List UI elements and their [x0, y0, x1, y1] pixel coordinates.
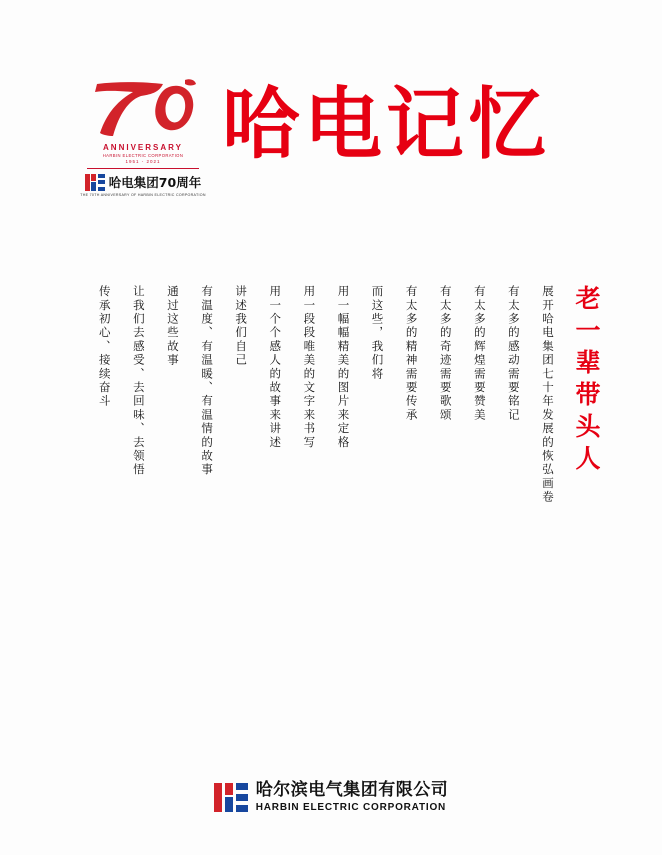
he-logo-icon-footer: [214, 783, 248, 812]
footer-company-en: HARBIN ELECTRIC CORPORATION: [255, 802, 447, 813]
poster-footer: [0, 781, 662, 813]
logo-company-en: THE 70TH ANNIVERSARY OF HARBIN ELECTRIC CORPORATION: [80, 193, 206, 198]
anniversary-70-icon: [78, 78, 208, 140]
poem-line: 有太多的感动需要铭记: [506, 285, 521, 422]
logo-company-row: [78, 173, 208, 191]
poem-line: 讲述我们自己: [234, 285, 249, 368]
poem-line: 用一个个感人的故事来讲述: [268, 285, 283, 450]
poem-block: [79, 285, 604, 535]
poem-line: 有太多的辉煌需要赞美: [472, 285, 487, 422]
anniversary-logo: [78, 78, 208, 197]
poem-line: 有太多的精神需要传承: [404, 285, 419, 422]
poem-line: 有太多的奇迹需要歌颂: [438, 285, 453, 422]
poem-line: 用一段段唯美的文字来书写: [302, 285, 317, 450]
anniversary-sub-label: HARBIN ELECTRIC CORPORATION: [102, 153, 184, 158]
poem-line: 让我们去感受、去回味、去领悟: [131, 285, 146, 477]
logo-divider: [87, 168, 199, 169]
poem-line: 传承初心、接续奋斗: [97, 285, 112, 409]
poem-line: 展开哈电集团七十年发展的恢弘画卷: [541, 285, 555, 505]
poster-header: [0, 78, 662, 218]
poem-line: 通过这些故事: [165, 285, 180, 368]
he-logo-icon: [85, 174, 105, 191]
anniversary-en-label: ANNIVERSARY: [103, 143, 183, 152]
poem-line: 有温度、有温暖、有温情的故事: [200, 285, 215, 477]
poem-heading: 老一辈带头人: [572, 285, 601, 477]
footer-company-cn: 哈尔滨电气集团有限公司: [255, 780, 449, 801]
poem-line: 而这些，我们将: [370, 285, 385, 381]
page-title: 哈电记忆: [222, 80, 551, 170]
logo-company-cn: 哈电集团70周年: [108, 175, 202, 191]
poem-line: 用一幅幅精美的图片来定格: [336, 285, 351, 450]
anniversary-years-label: 1951 - 2021: [125, 159, 161, 164]
footer-text-block: [256, 781, 449, 813]
